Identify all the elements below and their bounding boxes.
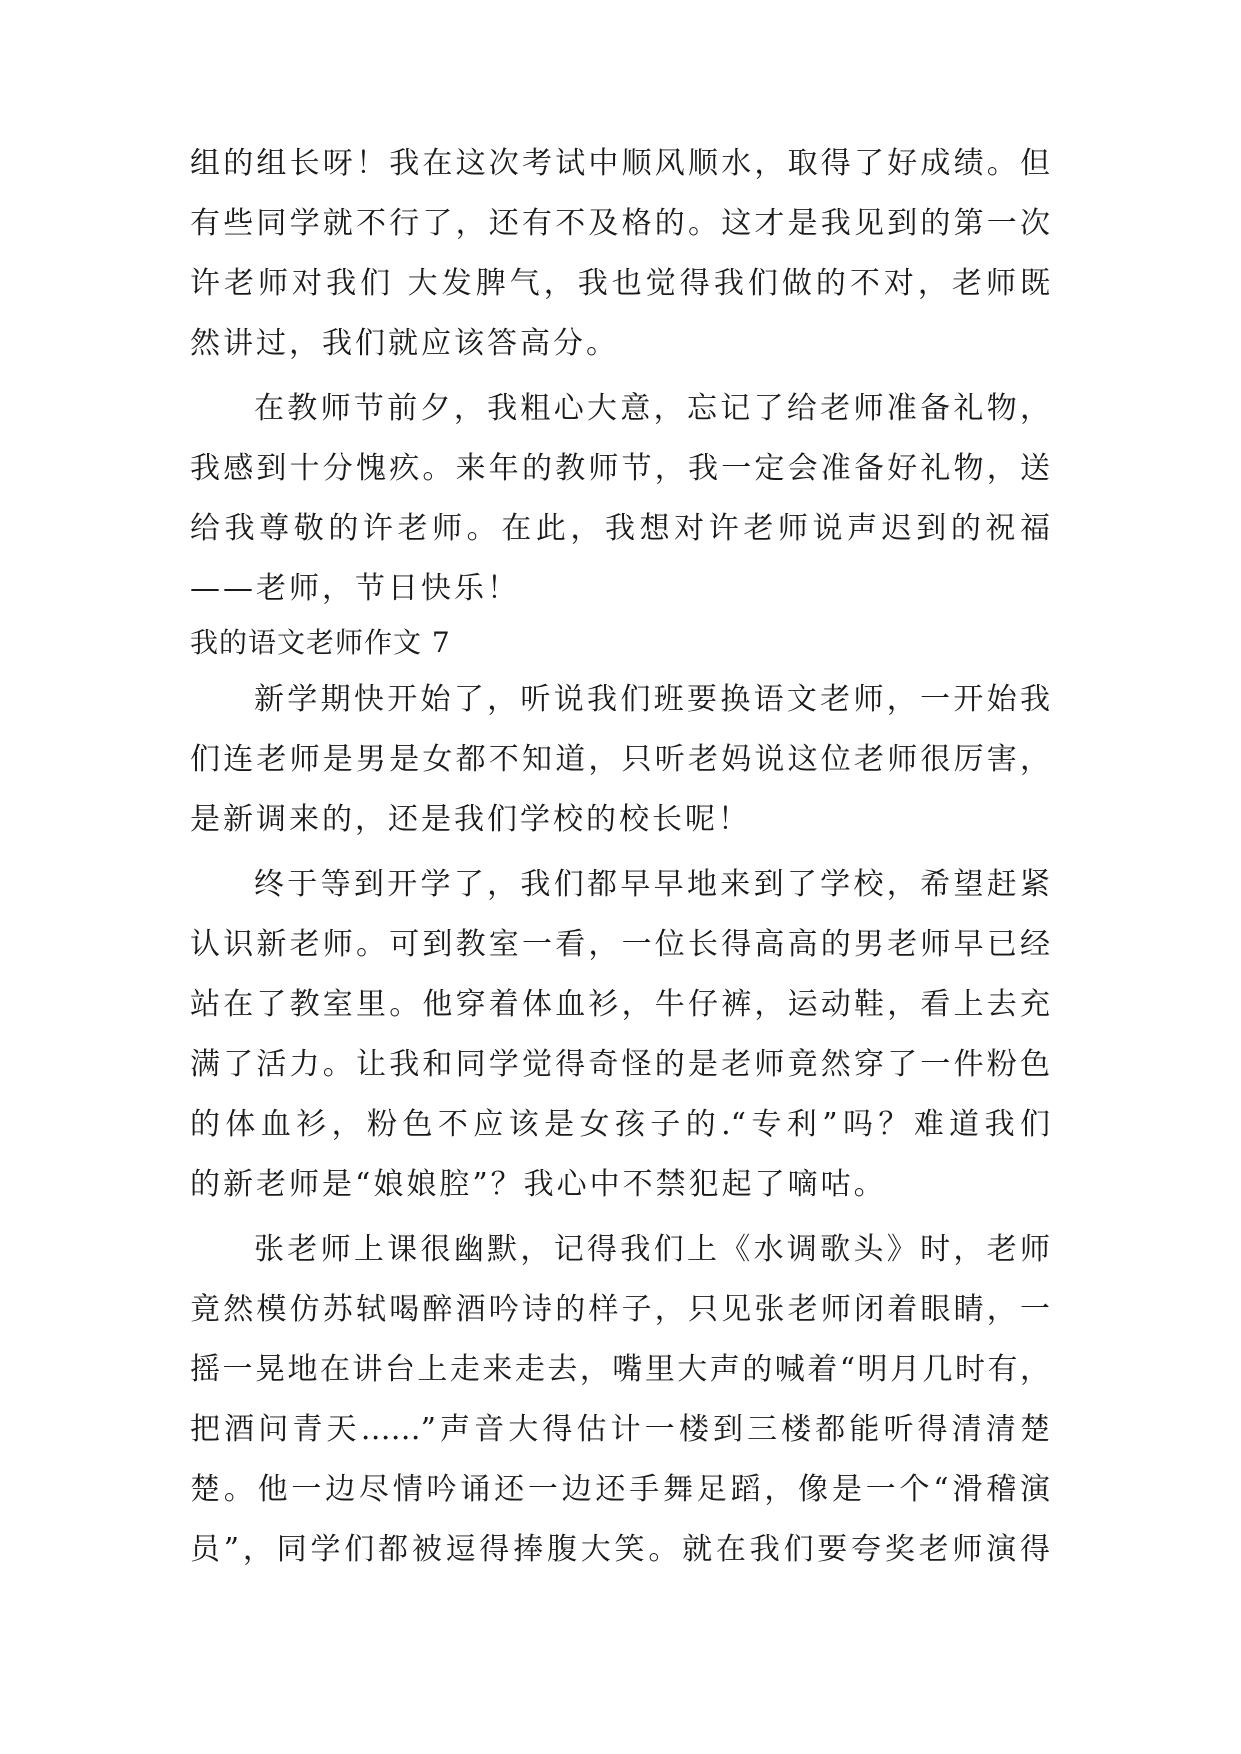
- paragraph-5-line-5: 楚。他一边尽情吟诵还一边还手舞足蹈，像是一个“滑稽演: [190, 1472, 1050, 1507]
- section-heading: 我的语文老师作文 7: [190, 626, 451, 659]
- paragraph-2-line-4: ——老师，节日快乐！: [190, 571, 520, 606]
- paragraph-3-line-1: 新学期快开始了，听说我们班要换语文老师，一开始我: [254, 682, 1050, 717]
- paragraph-4-line-5: 的体血衫，粉色不应该是女孩子的.“专利”吗？难道我们: [190, 1107, 1050, 1142]
- paragraph-4-line-4: 满了活力。让我和同学觉得奇怪的是老师竟然穿了一件粉色: [190, 1047, 1050, 1082]
- paragraph-3-line-2: 们连老师是男是女都不知道，只听老妈说这位老师很厉害，: [190, 742, 1050, 777]
- paragraph-5-line-1: 张老师上课很幽默，记得我们上《水调歌头》时，老师: [254, 1232, 1050, 1267]
- paragraph-4-line-1: 终于等到开学了，我们都早早地来到了学校，希望赶紧: [254, 867, 1050, 902]
- paragraph-5-line-4: 把酒问青天……”声音大得估计一楼到三楼都能听得清清楚: [190, 1412, 1050, 1447]
- paragraph-5-line-3: 摇一晃地在讲台上走来走去，嘴里大声的喊着“明月几时有，: [190, 1352, 1050, 1387]
- paragraph-2-line-1: 在教师节前夕，我粗心大意，忘记了给老师准备礼物，: [254, 391, 1050, 426]
- paragraph-3-line-3: 是新调来的，还是我们学校的校长呢！: [190, 802, 751, 837]
- paragraph-5-line-2: 竟然模仿苏轼喝醉酒吟诗的样子，只见张老师闭着眼睛，一: [190, 1292, 1050, 1327]
- paragraph-2-line-3: 给我尊敬的许老师。在此，我想对许老师说声迟到的祝福: [190, 511, 1050, 546]
- paragraph-2-line-2: 我感到十分愧疚。来年的教师节，我一定会准备好礼物，送: [190, 451, 1050, 486]
- paragraph-1-line-3: 许老师对我们 大发脾气，我也觉得我们做的不对，老师既: [190, 266, 1050, 301]
- paragraph-1-line-4: 然讲过，我们就应该答高分。: [190, 326, 619, 361]
- paragraph-1-line-1: 组的组长呀！我在这次考试中顺风顺水，取得了好成绩。但: [190, 146, 1050, 181]
- paragraph-1-line-2: 有些同学就不行了，还有不及格的。这才是我见到的第一次: [190, 206, 1050, 241]
- paragraph-4-line-6: 的新老师是“娘娘腔”？我心中不禁犯起了嘀咕。: [190, 1167, 887, 1202]
- paragraph-5-line-6: 员”，同学们都被逗得捧腹大笑。就在我们要夸奖老师演得: [190, 1532, 1050, 1567]
- paragraph-4-line-3: 站在了教室里。他穿着体血衫，牛仔裤，运动鞋，看上去充: [190, 987, 1050, 1022]
- paragraph-4-line-2: 认识新老师。可到教室一看，一位长得高高的男老师早已经: [190, 927, 1050, 962]
